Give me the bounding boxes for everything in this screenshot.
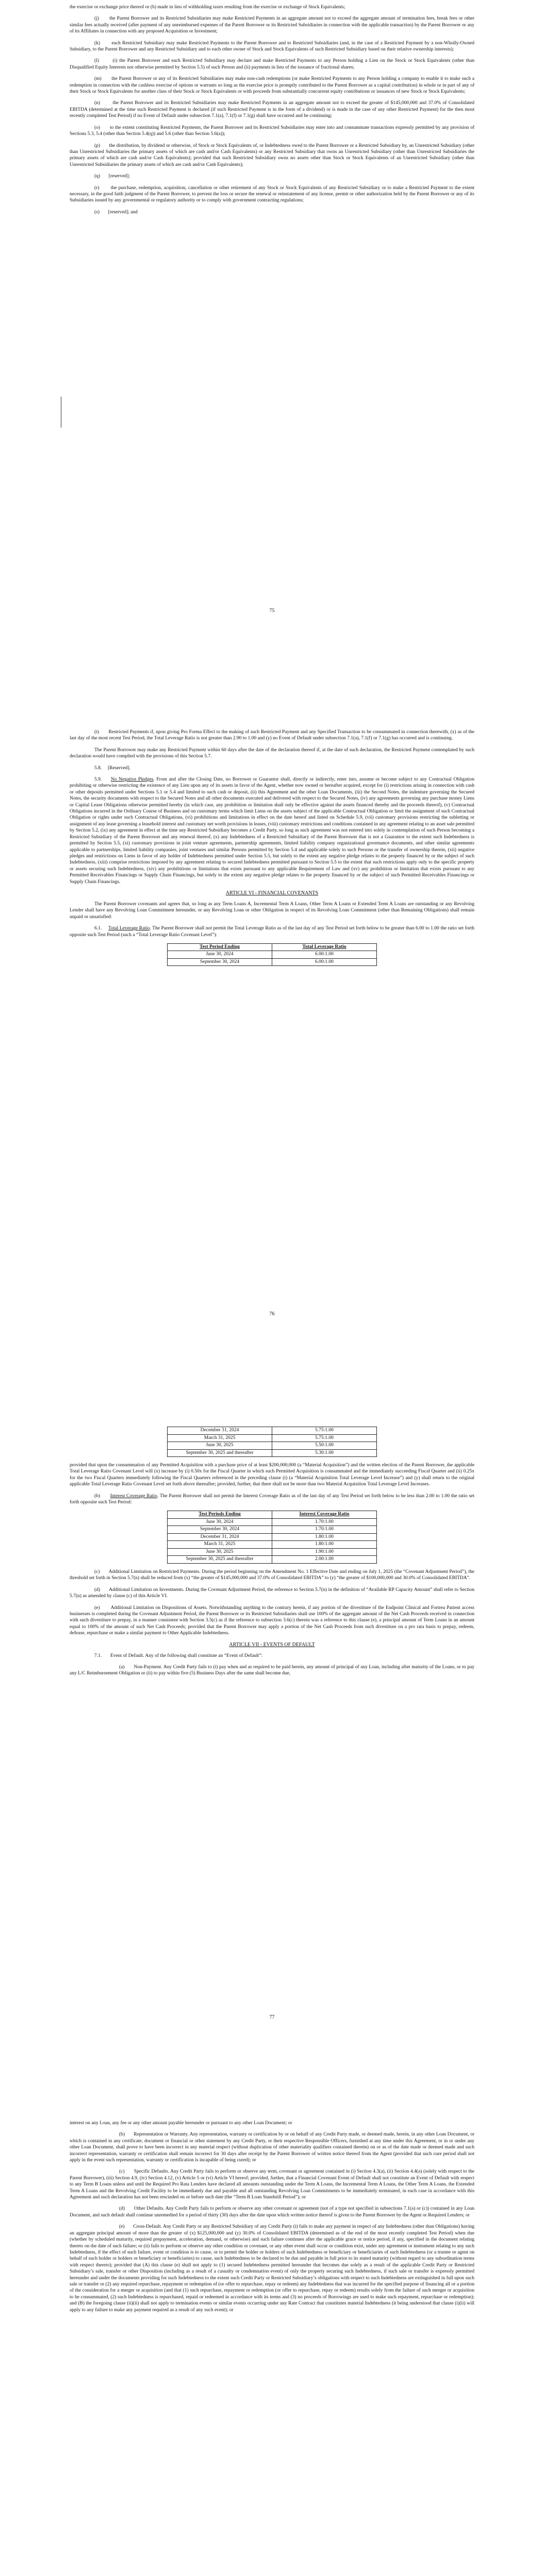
para-k: (k) each Restricted Subsidiary may make Restricted Payments to the Parent Borrower and to Restricted Subsidiaries (and, in the case of a Restricted Payment by a non-Wholly-Owned Subsidiary, to the Parent Borrower and any Restricted Subsidiary and to each other owner of Stock and Stock Equivalents of such Restricted Subsidiary based on their relative ownership interests);	[70, 40, 474, 53]
section-6-c: (c) Additional Limitation on Restricted Payments. During the period beginning on the Amendment No. 1 Effective Date and ending on July 1, 2025 (the “Covenant Adjustment Period”), the threshold set forth in Section 5.7(n) shall be reduced from (x) “the greater of $145,000,000 and 37.0% of Consolidated EBITDA” to (y) “the greater of $100,000,000 and 30.0% of Consolidated EBITDA”.	[70, 1569, 474, 1581]
section-7-1-a: (a) Non-Payment. Any Credit Party fails to (i) pay when and as required to be paid herein, any amount of principal of any Loan, including after maturity of the Loans, or to pay any L/C Reimbursement Obligation or (ii) to pay within five (5) Business Days after the same shall become due,	[70, 1665, 474, 1676]
section-7-1-e: (e) Cross-Default. Any Credit Party or any Restricted Subsidiary of any Credit Party (i) fails to make any payment in respect of any Indebtedness (other than Obligations) having an aggregate principal amount of more than the greater of (x) $125,000,000 and (y) 30.0% of Consolidated EBITDA (determined as of the end of the most recently completed Test Period) when due (whether by scheduled maturity, required prepayment, acceleration, demand, or otherwise) and such failure continues after the applicable grace or notice period, if any, specified in the document relating thereto on the date of such failure; or (ii) fails to perform or observe any other condition or covenant, or any other event shall occur or condition exist, under any agreement or instrument relating to any such Indebtedness, if the effect of such failure, event or condition is to cause, or to permit the holder or holders of such Indebtedness or beneficiary or beneficiaries of such Indebtedness (or a trustee or agent on behalf of such holder or holders or beneficiary or beneficiaries) to cause, such Indebtedness to be declared to be due and payable in full prior to its stated maturity (without regard to any subordination terms with respect thereto); provided that (A) this clause (e) shall not apply to (1) secured Indebtedness permitted hereunder that becomes due solely as a result of the applicable Credit Party or Restricted Subsidiary’s sale, transfer or other Disposition (including as a result of a casualty or condemnation event) of only the property securing such Indebtedness, if such sale or transfer is expressly permitted hereunder and under the documents providing for such Indebtedness to the extent such Credit Party or Restricted Subsidiary’s obligations with respect to such Indebtedness are extinguished in full upon such sale or transfer or (2) any required repurchase, repayment or redemption of (or offer to repurchase, repay or redeem) any Indebtedness that was incurred for the specified purpose of financing all or a portion of the consideration for a merger or acquisition (and that (1) such repurchase, repayment or redemption (or offer to repurchase, repay or redeem) results solely from the failure of such merger or acquisition to be consummated, (2) such Indebtedness is repurchased, repaid or redeemed in accordance with its terms and (3) no proceeds of Borrowings are used to make such repayment, repurchase or redemption); and (B) the foregoing clause (ii)(ii) shall not apply to termination events or similar events occurring under any Rate Contract that constitutes material Indebtedness (it being understood that clause (i)(ii) will apply to any failure to make any payment required as a result of any such event); or	[70, 2224, 474, 2313]
table-cell: 6.00:1.00	[272, 951, 377, 959]
table-row	[168, 1518, 377, 1526]
para-j: (j) the Parent Borrower and its Restricted Subsidiaries may make Restricted Payments in an aggregate amount not to exceed the aggregate amount of termination fees, break fees or other similar fees actually received (after payment of any unreimbursed expenses of the Parent Borrower or its Restricted Subsidiaries in connection with the applicable transaction) by the Parent Borrower or any of its Affiliates in connection with any proposed Acquisition or Investment;	[70, 16, 474, 35]
table-header-row	[168, 1511, 377, 1519]
page-number: 77	[269, 2014, 275, 2020]
table-cell: September 30, 2024	[168, 958, 272, 966]
table-row	[168, 1541, 377, 1549]
para-m: (m) the Parent Borrower or any of its Restricted Subsidiaries may make non-cash redemptions (or make Restricted Payments to any Person holding a company to enable it to make such a redemption in connection with the cashless exercise of options or warrants so long as the exercise price is promptly contributed to the Parent Borrower as a capital contribution) in whole or in part of any of their Stock or Stock Equivalents for another class of their Stock or Stock Equivalents or with proceeds from substantially concurrent equity contributions or issuances of new Stock or Stock Equivalents;	[70, 76, 474, 95]
col-header: Test Period Ending	[168, 943, 272, 951]
article-6-intro: The Parent Borrower covenants and agrees that, so long as any Term Loans A, Incremental Term A Loans, Other Term A Loans or Extended Term A Loans are outstanding or any Revolving Lender shall have any Revolving Loan Commitment hereunder, or any Revolving Loan or other Obligation in respect of its Revolving Loan Commitment (other than Remaining Obligations) shall remain unpaid or unsatisfied:	[70, 901, 474, 920]
section-6-1-title: Total Leverage Ratio	[108, 926, 150, 931]
table-cell: 5.30:1.00	[272, 1449, 377, 1457]
section-6-d: (d) Additional Limitation on Investments. During the Covenant Adjustment Period, the reference to Section 5.7(n) in the definition of “Available RP Capacity Amount” shall refer to Section 5.7(n) as amended by clause (c) of this Article VI.	[70, 1587, 474, 1599]
interest-coverage-table	[167, 1511, 377, 1564]
para-l: (l) (i) the Parent Borrower and each Restricted Subsidiary may declare and make Restricted Payments to any Person holding a Lien on the Stock or Stock Equivalents (other than Disqualified Equity Interests not otherwise permitted by Section 5.5) of such Person and (ii) payments in lieu of the issuance of fractional shares;	[70, 58, 474, 70]
table-cell: June 30, 2025	[168, 1442, 272, 1450]
section-5-9-number: 5.9.	[94, 777, 102, 783]
section-7-1-d: (d) Other Defaults. Any Credit Party fails to perform or observe any other covenant or agreement (not of a type not specified in subsections 7.1(a) or (c)) contained in any Loan Document, and such default shall continue unremedied for a period of thirty (30) days after the date upon which written notice thereof is given to the Parent Borrower by the Agent or Required Lenders; or	[70, 2206, 474, 2218]
table-cell: September 30, 2024	[168, 1526, 272, 1534]
section-5-9	[70, 776, 474, 885]
table-cell: 5.75:1.00	[272, 1434, 377, 1442]
para-s: (s) [reserved]; and	[94, 209, 138, 215]
table-cell: 2.00:1.00	[272, 1556, 377, 1564]
col-header: Test Periods Ending	[168, 1511, 272, 1519]
article-7-heading: ARTICLE VII - EVENTS OF DEFAULT	[229, 1641, 315, 1648]
table-row	[168, 1449, 377, 1457]
proviso-material-acquisition: provided that upon the consummation of any Permitted Acquisition with a purchase price of at least $200,000,000 (a “Material Acquisition”) and the written election of the Parent Borrower, the applicable Total Leverage Ratio Covenant Level will (x) increase by (i) 0.50x for the Fiscal Quarter in which such Permitted Acquisition is consummated and the immediately succeeding Fiscal Quarter and (ii) 0.25x for the two Fiscal Quarters immediately following the Fiscal Quarters referenced in the preceding clause (i) (a “Material Acquisition Total Leverage Level Increase”) and (y) shall return to the original applicable Total Leverage Ratio Covenant Level set forth above thereafter; provided, further, that there shall not be more than two Material Acquisition Total Leverage Level Increases.	[70, 1463, 474, 1487]
section-6-1-number: 6.1.	[94, 926, 102, 931]
table-cell: June 30, 2024	[168, 1518, 272, 1526]
para-closing: The Parent Borrower may make any Restricted Payment within 60 days after the date of the declaration thereof if, at the date of such declaration, the Restricted Payment contemplated by such declaration would have complied with the provisions of this Section 5.7.	[70, 747, 474, 759]
section-5-9-body: . From and after the Closing Date, no Borrower or Guarantor shall, directly or indirectly, enter into, assume or become subject to any Contractual Obligation prohibiting or otherwise restricting the existence of any Lien upon any of its assets in favor of the Agent, whether now owned or hereafter acquired, except for (i) restrictions arising in connection with cash or other deposits permitted under Sections 5.1 or 5.4 and limited to such cash or deposit, (ii) this Agreement and the other Loan Documents, (iii) the Second Notes, the indenture governing the Secured Notes, the security documents with respect to the Secured Notes and all other documents executed and delivered with respect to the Secured Notes, (iv) any agreements governing any purchase money Liens or Capital Lease Obligations otherwise permitted hereby (in which case, any prohibition or limitation shall only be effective against the assets financed thereby and the proceeds thereof), (v) Contractual Obligations incurred in the Ordinary Course of Business and on customary terms which limit Liens on the assets subject of the applicable Contractual Obligation or limit the assignment of such Contractual Obligation or rights under such Contractual Obligations, (vi) prohibitions and limitations in effect on the date hereof and listed on Schedule 5.9, (vii) customary provisions restricting the subletting or assignment of any lease governing a leasehold interest and customary net worth provisions in leases, (viii) customary restrictions and conditions contained in any agreement relating to an asset sale permitted by Section 5.2, (ix) any agreement in effect at the time any Restricted Subsidiary becomes a Credit Party, so long as such agreement was not entered into solely in contemplation of such Person becoming a Restricted Subsidiary of the Parent Borrower and any renewal thereof, (x) any Indebtedness of a Restricted Subsidiary of the Parent Borrower that is not a Guarantor to the extent such Indebtedness is permitted by Section 5.5, (xi) customary provisions in joint venture agreements, partnership agreements, limited liability company organizational governance documents, and other similar agreements applicable to partnerships, limited liability companies, joint ventures and similar Persons permitted by Section 5.4 and applicable solely to such Persons or the transfer of ownership therein, (xii) negative pledges and restrictions on Liens in favor of any holder of Indebtedness permitted under Section 5.5, but solely to the extent any negative pledge relates to the property financed by or the subject of such Indebtedness, (xiii) comprise restrictions imposed by any agreement relating to secured Indebtedness permitted pursuant to Section 5.5 to the extent that such restrictions apply only to the specific property or assets securing such Indebtedness, (xiv) any prohibitions or limitations that exists pursuant to any applicable Requirement of Law and (xv) any prohibition or limitation that exists pursuant to any Permitted Receivables Financings or Supply Chain Financings, but solely to the extent any negative pledge relates to the property financed by or the subject of such Permitted Receivables Financings or Supply Chain Financings.	[70, 777, 474, 885]
table-cell: March 31, 2025	[168, 1434, 272, 1442]
table-cell: September 30, 2025 and thereafter	[168, 1556, 272, 1564]
section-7-1: 7.1. Event of Default. Any of the following shall constitute an “Event of Default”:	[94, 1653, 263, 1658]
para-exercise: the exercise or exchange price thereof or (b) made in lieu of withholding taxes resulting from the exercise or exchange of Stock Equivalents;	[70, 5, 345, 10]
table-cell: 5.75:1.00	[272, 1427, 377, 1435]
table-header-row	[168, 943, 377, 951]
table-row	[168, 958, 377, 966]
para-continued: interest on any Loan, any fee or any other amount payable hereunder or pursuant to any other Loan Document; or	[70, 2121, 292, 2126]
section-6-b-title: Interest Coverage Ratio	[110, 1493, 157, 1499]
table-cell: June 30, 2024	[168, 951, 272, 959]
para-p: (p) the distribution, by dividend or otherwise, of Stock or Stock Equivalents of, or Indebtedness owed to the Parent Borrower or a Restricted Subsidiary by, an Unrestricted Subsidiary (other than Unrestricted Subsidiaries the primary assets of which are cash and/or Cash Equivalents) or any Restricted Subsidiary that owns an Unrestricted Subsidiary (other than Unrestricted Subsidiaries the primary assets of which are cash and/or Cash Equivalents); provided that such Restricted Subsidiary owns no assets other than Stock or Stock Equivalents of an Unrestricted Subsidiary (other than Unrestricted Subsidiaries the primary assets of which are cash and/or Cash Equivalents);	[70, 143, 474, 167]
page-75	[0, 0, 544, 703]
total-leverage-table	[167, 943, 377, 967]
page-78	[0, 2110, 544, 2576]
table-cell: September 30, 2025 and thereafter	[168, 1449, 272, 1457]
para-q: (q) [reserved];	[94, 174, 130, 179]
table-cell: December 31, 2024	[168, 1427, 272, 1435]
table-cell: December 31, 2024	[168, 1533, 272, 1541]
page-number: 76	[269, 1311, 275, 1317]
page-75-body	[70, 4, 474, 221]
para-o: (o) to the extent constituting Restricted Payments, the Parent Borrower and its Restricted Subsidiaries may enter into and consummate transactions expressly permitted by any provision of Sections 5.3, 5.4 (other than Section 5.4(q)) and 5.6 (other than Section 5.6(a));	[70, 125, 474, 137]
section-7-1-c: (c) Specific Defaults. Any Credit Party fails to perform or observe any term, covenant or agreement contained in (i) Section 4.3(a), (ii) Section 4.4(a) (solely with respect to the Parent Borrower), (iii) Section 4.9, (iv) Section 4.12, (v) Article 5 or (vi) Article VI hereof; provided, further, that a Financial Covenant Event of Default shall not constitute an Event of Default with respect to any Term B Loans unless and until the Required Pro Rata Lenders have declared all amounts outstanding under the Term A Loans, the Incremental Term A Loans, the Other Term A Loans, the Extended Term A Loans and the Revolving Credit Facility to be immediately due and payable and all outstanding Revolving Loan Commitments to be immediately terminated, in each case in accordance with this Agreement and such declaration has not been rescinded on or before such date (the “Term B Loan Standstill Period”); or	[70, 2169, 474, 2200]
col-header: Interest Coverage Ratio	[272, 1511, 377, 1519]
table-cell: 1.70:1.00	[272, 1518, 377, 1526]
page-78-body	[70, 2120, 474, 2318]
total-leverage-table-continued	[167, 1427, 377, 1457]
table-cell: 1.70:1.00	[272, 1526, 377, 1534]
table-row	[168, 951, 377, 959]
table-row	[168, 1434, 377, 1442]
table-row	[168, 1556, 377, 1564]
section-6-e: (e) Additional Limitation on Dispositions of Assets. Notwithstanding anything to the contrary herein, if any portion of the divestiture of the Endpoint Clinical and Fortrea Patient access businesses is completed during the Covenant Adjustment Period, the Parent Borrower or its Restricted Subsidiaries shall use 100% of the aggregate amount of the Net Cash Proceeds received in connection with such divestiture to prepay, in a manner consistent with Section 3.5(c) as if the reference to subsection 3.6(c) therein was a reference to this clause (e), a principal amount of Term Loans in an amount equal to 100% of the amount of such Net Cash Proceeds; provided that the Parent Borrower may apply a portion of the Net Cash Proceeds from such divestiture on a pro rata basis to prepay, redeem, defease, repurchase or make a similar payment to Other Applicable Indebtedness.	[70, 1605, 474, 1636]
table-row	[168, 1427, 377, 1435]
table-row	[168, 1548, 377, 1556]
table-row	[168, 1526, 377, 1534]
table-cell: 5.50:1.00	[272, 1442, 377, 1450]
section-6-b	[70, 1493, 474, 1506]
section-6-1	[70, 925, 474, 938]
section-5-9-title: No Negative Pledges	[110, 777, 154, 783]
page-number: 75	[269, 608, 275, 614]
section-7-1-b: (b) Representation or Warranty. Any representation, warranty or certification by or on behalf of any Credit Party made, or deemed made, herein, in any other Loan Document, or which is contained in any certificate, document or financial or other statement by any Credit Party, or their respective Responsible Officers, furnished at any time under this Agreement, or in or under any other Loan Document, shall prove to have been incorrect in any material respect (without duplication of other materiality qualifiers contained therein) on or as of the date made or deemed made and such incorrect representation, warranty or certification shall remain incorrect for 30 days after receipt by the Parent Borrower of written notice thereof from the Agent (provided that such cure period shall not apply in the event such representation, warranty or certification is incapable of being cured); or	[70, 2132, 474, 2163]
page-77-body	[70, 1425, 474, 1682]
table-cell: 1.90:1.00	[272, 1548, 377, 1556]
table-row	[168, 1533, 377, 1541]
para-r: (r) the purchase, redemption, acquisition, cancellation or other retirement of any Stock or Stock Equivalents of any Restricted Subsidiary or to make a Restricted Payment to the extent necessary, in the good faith judgment of the Parent Borrower, to prevent the loss or secure the renewal or reinstatement of any license, permit or other authorization held by the Parent Borrower or any of its Subsidiaries issued by any governmental or regulatory authority or to comply with government contracting regulations;	[70, 185, 474, 204]
page-76	[0, 703, 544, 1406]
page-76-body	[70, 729, 474, 971]
article-6-heading: ARTICLE VI - FINANCIAL COVENANTS	[225, 890, 319, 896]
table-cell: 6.00:1.00	[272, 958, 377, 966]
table-cell: March 31, 2025	[168, 1541, 272, 1549]
section-6-1-body: . The Parent Borrower shall not permit the Total Leverage Ratio as of the last day of any Test Period set forth below to be greater than 6.00 to 1.00 the ratio set forth opposite such Test Period (such a “Total Leverage Ratio Covenant Level”):	[70, 926, 475, 938]
section-6-b-body: . The Parent Borrower shall not permit the Interest Coverage Ratio as of the last day of any Test Period set forth below to be less than 2.00 to 1.00 the ratio set forth opposite such Test Period:	[70, 1493, 475, 1505]
col-header: Total Leverage Ratio	[272, 943, 377, 951]
table-cell: June 30, 2025	[168, 1548, 272, 1556]
para-n: (n) the Parent Borrower and its Restricted Subsidiaries may make Restricted Payments in an aggregate amount not to exceed the greater of $145,000,000 and 37.0% of Consolidated EBITDA (determined at the time such Restricted Payment is declared (if such Restricted Payment is in the form of a dividend) or is made in the case of any other Restricted Payment) for the then most recently completed Test Period) if no Event of Default under subsection 7.1(a), 7.1(f) or 7.1(g) shall have occurred and be continuing;	[70, 100, 474, 119]
section-5-8: 5.8. [Reserved].	[94, 765, 131, 771]
table-row	[168, 1442, 377, 1450]
table-cell: 1.80:1.00	[272, 1533, 377, 1541]
table-cell: 1.80:1.00	[272, 1541, 377, 1549]
para-t: (t) Restricted Payments if, upon giving Pro Forma Effect to the making of such Restricted Payment and any Specified Transaction to be consummated in connection therewith, (x) as of the last day of the most recent Test Period, the Total Leverage Ratio is not greater than 2.90 to 1.00 and (y) no Event of Default under subsection 7.1(a), 7.1(f) or 7.1(g) has occurred and is continuing.	[70, 730, 474, 741]
page-77	[0, 1406, 544, 2110]
section-6-b-prefix: (b)	[94, 1493, 110, 1499]
